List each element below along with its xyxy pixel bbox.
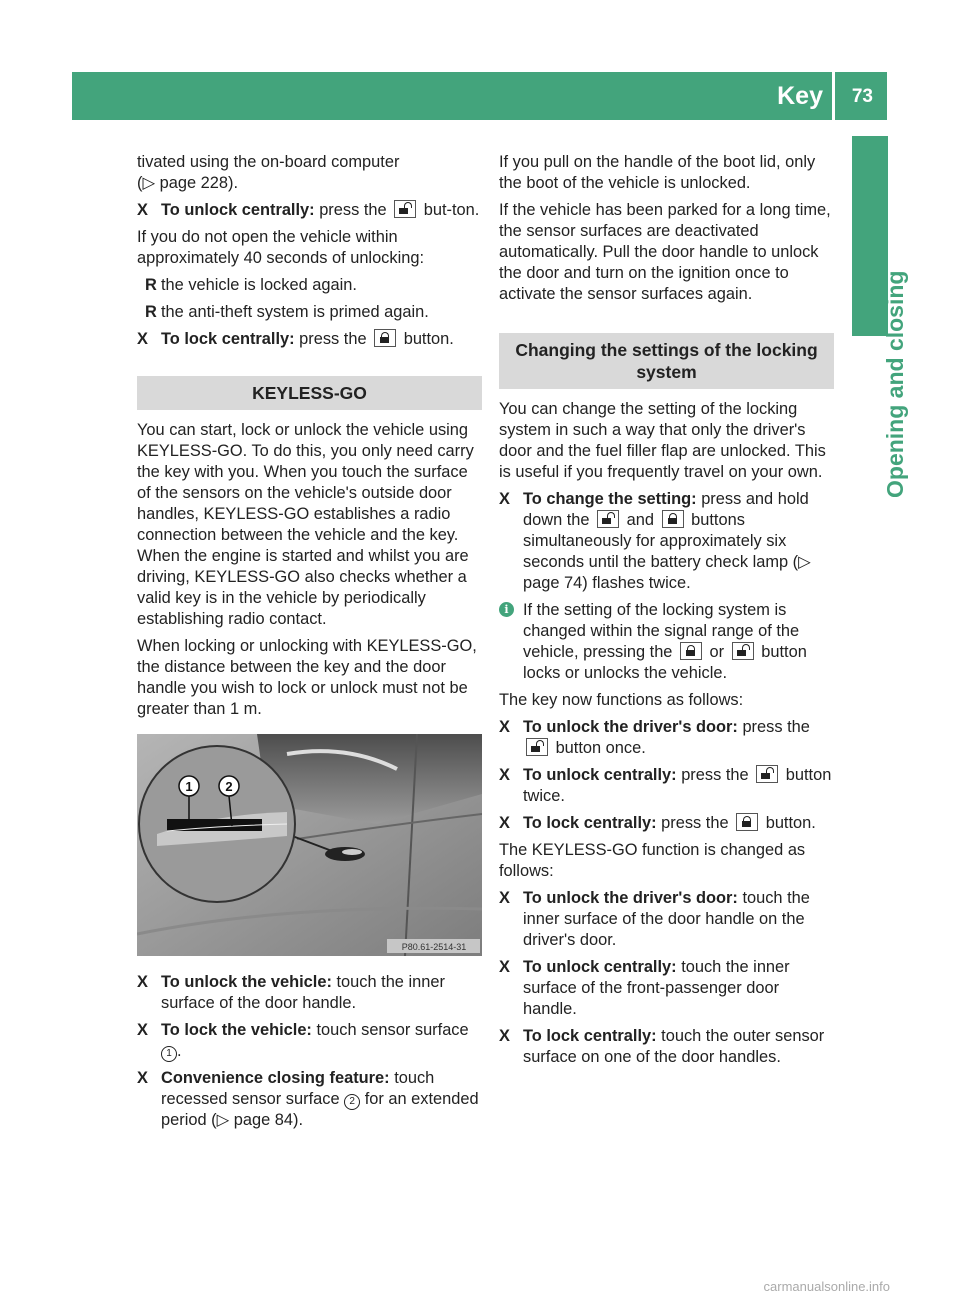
sensor-ref-2: 2 [344, 1094, 360, 1110]
paragraph: If you do not open the vehicle within approximately 40 seconds of unlocking: [137, 228, 425, 267]
step-marker-icon: X [499, 1027, 510, 1045]
paragraph: The key now functions as follows: [499, 691, 744, 709]
page-number: 73 [851, 86, 873, 107]
door-handle-illustration [137, 734, 482, 956]
list-item: R the anti-theft system is primed again. [145, 303, 429, 321]
instruction-step: X To lock centrally: touch the outer sensor surface on one of the door handles. [499, 1027, 825, 1066]
unlock-button-icon [526, 738, 548, 756]
section-heading: KEYLESS-GO [137, 376, 482, 410]
step-marker-icon: X [499, 490, 510, 508]
section-title: Key [777, 82, 823, 110]
step-marker-icon: X [137, 1021, 148, 1039]
paragraph: When locking or unlocking with KEYLESS-GO, the distance between the key and the door handle you wish to lock or unlock must not be greater than 1 m. [137, 637, 477, 718]
instruction-step: X To lock the vehicle: touch sensor surface 1 . [137, 1021, 469, 1060]
paragraph: You can start, lock or unlock the vehicle using KEYLESS-GO. To do this, you only need carry the key with you. When you touch the surface of the sensors on the vehicle's outside door handles, KEYLESS-GO establishes a radio connection between the vehicle and the key. When the engine is started and whilst you are driving, KEYLESS-GO also checks whether a valid key is in the vehicle by periodically establishing radio contact. [137, 421, 474, 628]
instruction-step: X To unlock centrally: press the button twice. [499, 766, 832, 805]
chapter-label-container [852, 270, 908, 618]
step-marker-icon: X [137, 201, 148, 219]
info-note: i If the setting of the locking system is changed within the signal range of the vehicle, pressing the or button locks or unlocks the vehicle. [499, 600, 834, 684]
instruction-step: X To unlock centrally: touch the inner surface of the front-passenger door handle. [499, 958, 790, 1018]
unlock-button-icon [756, 765, 778, 783]
instruction-step: X To unlock the driver's door: press the button once. [499, 718, 810, 757]
instruction-step: X To unlock the vehicle: touch the inner surface of the door handle. [137, 973, 445, 1012]
callout-1: 1 [185, 779, 193, 794]
page-header-bar [72, 72, 887, 120]
unlock-button-icon [394, 200, 416, 218]
right-column [499, 152, 834, 1074]
lock-button-icon [662, 510, 684, 528]
sensor-ref-1: 1 [161, 1046, 177, 1062]
watermark: carmanualsonline.info [763, 1279, 890, 1294]
paragraph: You can change the setting of the locking system in such a way that only the driver's door and the fuel filler flap are unlocked. This is useful if you frequently travel on your own. [499, 400, 826, 481]
instruction-step: X To lock centrally: press the button. [137, 330, 454, 348]
paragraph: tivated using the on-board computer (▷ page 228). [137, 153, 400, 192]
door-handle-figure [137, 734, 482, 956]
step-marker-icon: X [137, 1069, 148, 1087]
section-heading: Changing the settings of the locking system [499, 333, 834, 389]
lock-button-icon [374, 329, 396, 347]
list-item: R the vehicle is locked again. [145, 276, 357, 294]
header-divider [832, 72, 835, 120]
lock-button-icon [680, 642, 702, 660]
chapter-label: Opening and closing [882, 270, 908, 498]
unlock-button-icon [732, 642, 754, 660]
paragraph: If you pull on the handle of the boot lid, only the boot of the vehicle is unlocked. [499, 153, 816, 192]
lock-button-icon [736, 813, 758, 831]
info-icon: i [499, 602, 514, 617]
instruction-step: X To unlock centrally: press the but-ton. [137, 201, 480, 219]
step-marker-icon: X [137, 973, 148, 991]
step-marker-icon: X [499, 718, 510, 736]
callout-2: 2 [225, 779, 233, 794]
unlock-button-icon [597, 510, 619, 528]
paragraph: If the vehicle has been parked for a long time, the sensor surfaces are deactivated automatically. Pull the door handle to unlock the door and turn on the ignition once to activate the sensor surfaces again. [499, 201, 831, 303]
figure-code: P80.61-2514-31 [401, 942, 467, 952]
step-marker-icon: X [499, 889, 510, 907]
step-marker-icon: X [137, 330, 148, 348]
instruction-step: X To change the setting: press and hold down the and buttons simultaneously for approximately six seconds until the battery check lamp (▷ page 74) flashes twice. [499, 490, 811, 592]
step-marker-icon: X [499, 814, 510, 832]
step-marker-icon: X [499, 766, 510, 784]
step-marker-icon: X [499, 958, 510, 976]
paragraph: The KEYLESS-GO function is changed as follows: [499, 841, 806, 880]
instruction-step: X To lock centrally: press the button. [499, 814, 816, 832]
left-column [137, 152, 482, 1137]
instruction-step: X To unlock the driver's door: touch the inner surface of the door handle on the driver's door. [499, 889, 810, 949]
bullet-icon: R [145, 303, 157, 321]
instruction-step: X Convenience closing feature: touch recessed sensor surface 2 for an extended period (▷ page 84). [137, 1069, 479, 1129]
bullet-icon: R [145, 276, 157, 294]
